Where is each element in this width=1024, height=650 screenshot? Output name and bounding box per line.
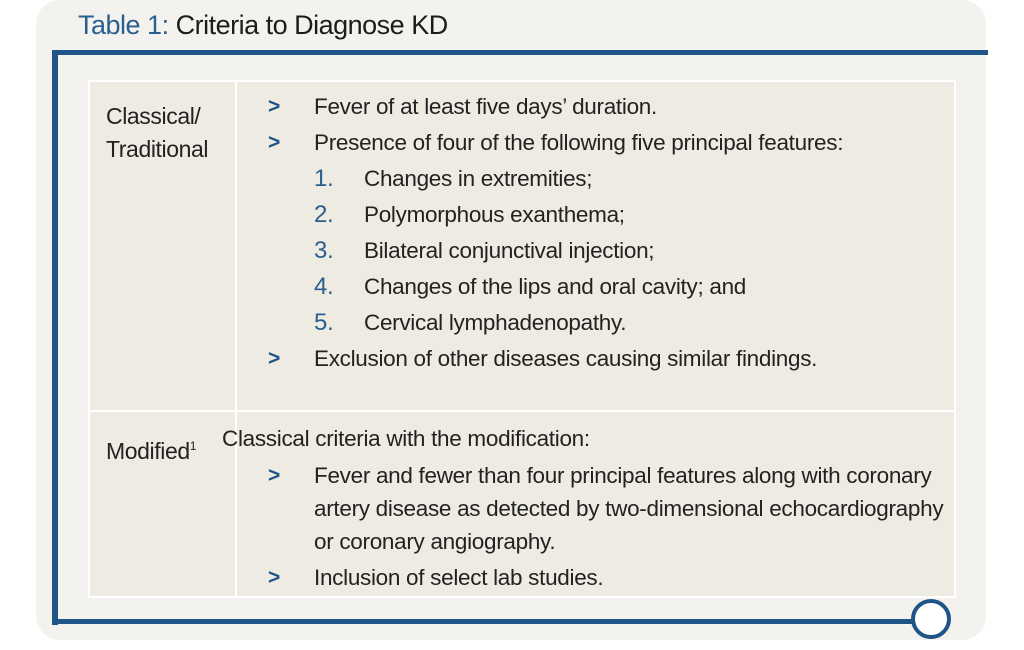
chevron-right-icon: > — [268, 131, 280, 154]
list-item-text: Exclusion of other diseases causing similar findings. — [314, 346, 818, 371]
frame-bottom-rule — [52, 619, 912, 624]
list-item — [268, 90, 948, 123]
feature-item — [268, 270, 948, 306]
row-label-classical — [106, 100, 208, 166]
feature-number: 1. — [314, 165, 334, 192]
feature-text: Polymorphous exanthema; — [364, 202, 625, 227]
list-item-text: Presence of four of the following five principal features: — [314, 130, 844, 155]
chevron-right-icon: > — [268, 566, 280, 589]
circle-icon — [911, 599, 951, 639]
feature-number: 4. — [314, 273, 334, 300]
chevron-right-icon: > — [268, 347, 280, 370]
feature-item — [268, 234, 948, 270]
list-item — [268, 126, 948, 159]
row-label-line: Classical/ — [106, 103, 201, 129]
feature-text: Changes of the lips and oral cavity; and — [364, 274, 746, 299]
criteria-table — [88, 80, 956, 598]
list-item — [268, 561, 948, 594]
table-title — [78, 10, 448, 41]
chevron-right-icon: > — [268, 95, 280, 118]
feature-text: Bilateral conjunctival injection; — [364, 238, 655, 263]
feature-item — [268, 162, 948, 198]
list-item — [268, 342, 948, 375]
row-label-modified — [106, 430, 196, 468]
row-label-line: Traditional — [106, 136, 209, 162]
list-item-text: Inclusion of select lab studies. — [314, 565, 604, 590]
feature-text: Changes in extremities; — [364, 166, 593, 191]
principal-features-list — [268, 162, 948, 342]
feature-item — [268, 198, 948, 234]
feature-text: Cervical lymphadenopathy. — [364, 310, 627, 335]
table-title-number: Table 1: — [78, 10, 169, 40]
row-intro-text: Classical criteria with the modification: — [222, 426, 590, 451]
table-title-text: Criteria to Diagnose KD — [168, 10, 448, 40]
frame-top-rule — [52, 50, 988, 55]
row-label-text: Modified — [106, 438, 190, 464]
list-item-text: Fever and fewer than four principal features along with coronary artery disease as detected by two-dimensional echocardiography or coronary angiography. — [314, 463, 944, 554]
footnote-marker: 1 — [189, 439, 197, 453]
row-content-classical — [268, 90, 948, 378]
list-item — [268, 459, 948, 558]
frame-left-rule — [52, 50, 58, 625]
feature-number: 5. — [314, 309, 334, 336]
feature-item — [268, 306, 948, 342]
row-content-modified — [222, 420, 948, 597]
table-row-classical — [90, 82, 954, 410]
feature-number: 2. — [314, 201, 334, 228]
table-row-modified — [90, 412, 954, 598]
chevron-right-icon: > — [268, 464, 280, 487]
feature-number: 3. — [314, 237, 334, 264]
list-item-text: Fever of at least five days’ duration. — [314, 94, 657, 119]
